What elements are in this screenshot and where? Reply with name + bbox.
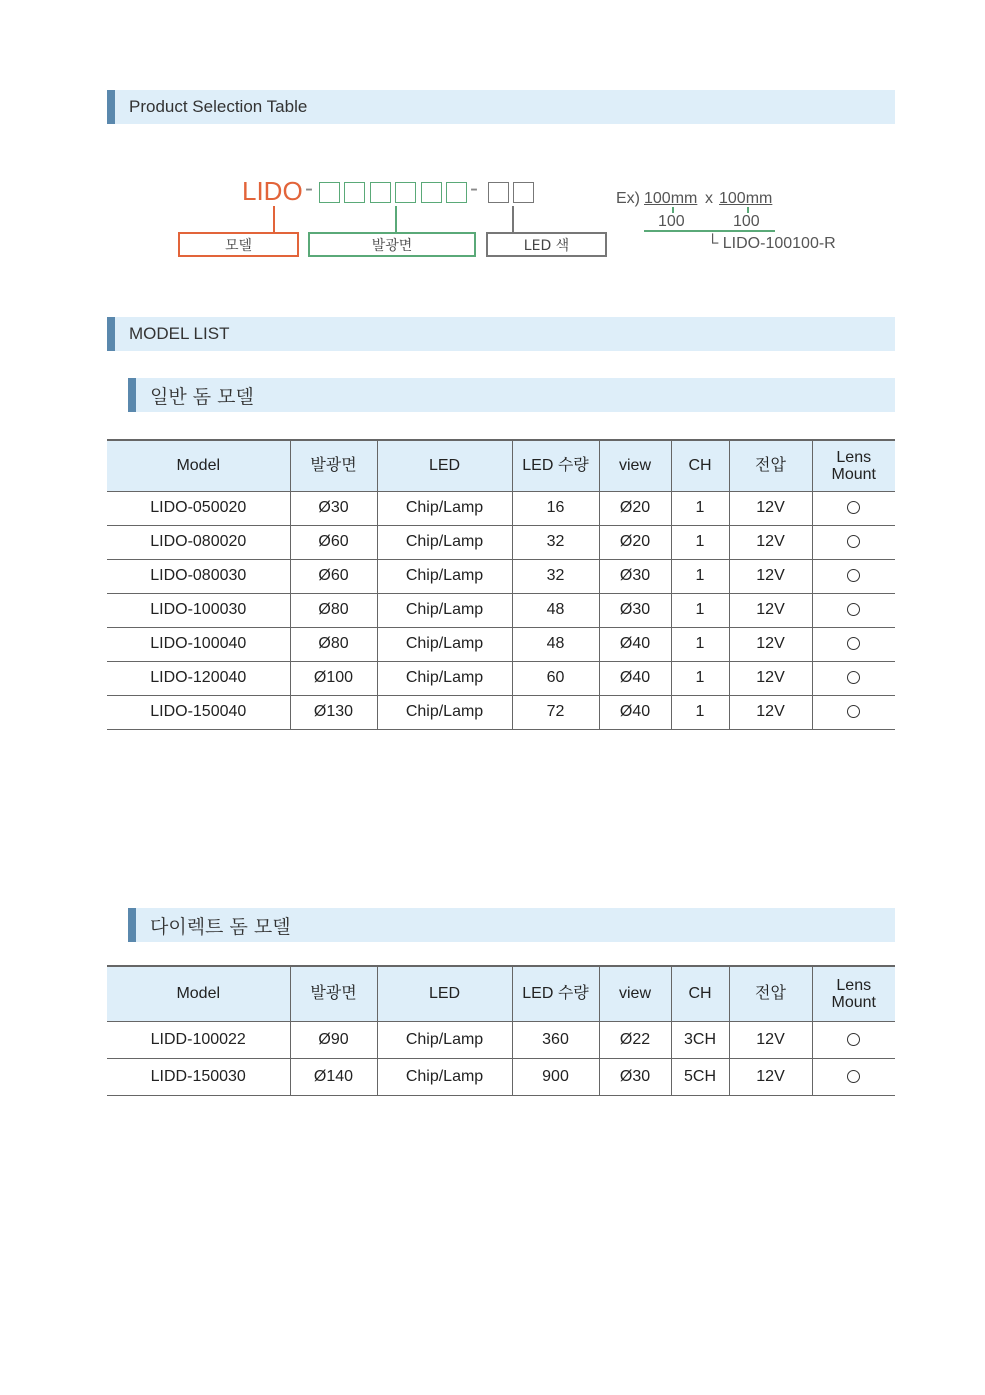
header-view: view bbox=[599, 966, 671, 1021]
circle-icon bbox=[847, 1033, 860, 1046]
table-row bbox=[107, 695, 895, 729]
table-row bbox=[107, 627, 895, 661]
subsection-header-direct-dome bbox=[128, 908, 895, 942]
cell-model: LIDO-150040 bbox=[107, 695, 290, 729]
cell-voltage: 12V bbox=[729, 1058, 812, 1095]
header-lens-mount: Lens Mount bbox=[812, 966, 895, 1021]
cell-led: Chip/Lamp bbox=[377, 593, 512, 627]
code-box bbox=[421, 182, 442, 203]
cell-view: Ø40 bbox=[599, 695, 671, 729]
cell-voltage: 12V bbox=[729, 593, 812, 627]
label-model-text: 모델 bbox=[224, 237, 253, 254]
circle-icon bbox=[847, 535, 860, 548]
label-led-color bbox=[486, 232, 607, 257]
table-row bbox=[107, 491, 895, 525]
cell-led: Chip/Lamp bbox=[377, 627, 512, 661]
cell-ch: 1 bbox=[671, 491, 729, 525]
cell-led: Chip/Lamp bbox=[377, 661, 512, 695]
cell-view: Ø30 bbox=[599, 1058, 671, 1095]
code-box bbox=[488, 182, 509, 203]
code-box bbox=[446, 182, 467, 203]
header-voltage: 전압 bbox=[729, 966, 812, 1021]
cell-surface: Ø100 bbox=[290, 661, 377, 695]
model-prefix: LIDO bbox=[242, 176, 303, 206]
cell-led: Chip/Lamp bbox=[377, 491, 512, 525]
code-box bbox=[319, 182, 340, 203]
example-underline bbox=[644, 230, 775, 232]
cell-voltage: 12V bbox=[729, 661, 812, 695]
table-row bbox=[107, 1058, 895, 1095]
cell-led-count: 360 bbox=[512, 1021, 599, 1058]
header-ch: CH bbox=[671, 440, 729, 491]
label-model bbox=[178, 232, 299, 257]
cell-led-count: 72 bbox=[512, 695, 599, 729]
table-row bbox=[107, 593, 895, 627]
cell-lens-mount bbox=[812, 661, 895, 695]
cell-surface: Ø60 bbox=[290, 525, 377, 559]
circle-icon bbox=[847, 637, 860, 650]
cell-view: Ø30 bbox=[599, 593, 671, 627]
direct-table-body bbox=[107, 1021, 895, 1095]
direct-dome-table bbox=[107, 965, 895, 1096]
header-model: Model bbox=[107, 966, 290, 1021]
connector-line bbox=[273, 206, 275, 232]
cell-voltage: 12V bbox=[729, 525, 812, 559]
cell-ch: 5CH bbox=[671, 1058, 729, 1095]
cell-surface: Ø80 bbox=[290, 627, 377, 661]
connector-line bbox=[512, 206, 514, 232]
cell-surface: Ø140 bbox=[290, 1058, 377, 1095]
cell-model: LIDO-080030 bbox=[107, 559, 290, 593]
table-header-row bbox=[107, 966, 895, 1021]
example-val1: 100 bbox=[658, 213, 685, 230]
example-result: └ LIDO-100100-R bbox=[707, 235, 836, 252]
example-prefix: Ex) bbox=[616, 190, 640, 207]
cell-led-count: 48 bbox=[512, 627, 599, 661]
cell-led-count: 16 bbox=[512, 491, 599, 525]
example-x: x bbox=[705, 190, 713, 207]
header-led: LED bbox=[377, 966, 512, 1021]
cell-surface: Ø80 bbox=[290, 593, 377, 627]
example-dim1: 100mm bbox=[644, 190, 698, 207]
cell-voltage: 12V bbox=[729, 1021, 812, 1058]
cell-voltage: 12V bbox=[729, 491, 812, 525]
table-row bbox=[107, 559, 895, 593]
circle-icon bbox=[847, 671, 860, 684]
header-led-count: LED 수량 bbox=[512, 440, 599, 491]
cell-view: Ø20 bbox=[599, 525, 671, 559]
subsection-title: 일반 돔 모델 bbox=[150, 385, 254, 408]
header-surface: 발광면 bbox=[290, 440, 377, 491]
cell-lens-mount bbox=[812, 1058, 895, 1095]
cell-ch: 1 bbox=[671, 525, 729, 559]
example-val2: 100 bbox=[733, 213, 760, 230]
cell-ch: 1 bbox=[671, 593, 729, 627]
cell-led: Chip/Lamp bbox=[377, 1021, 512, 1058]
header-ch: CH bbox=[671, 966, 729, 1021]
header-model: Model bbox=[107, 440, 290, 491]
cell-surface: Ø60 bbox=[290, 559, 377, 593]
cell-ch: 3CH bbox=[671, 1021, 729, 1058]
cell-model: LIDO-050020 bbox=[107, 491, 290, 525]
cell-model: LIDO-080020 bbox=[107, 525, 290, 559]
separator: - bbox=[470, 175, 478, 202]
header-lens-mount: Lens Mount bbox=[812, 440, 895, 491]
table-row bbox=[107, 1021, 895, 1058]
subsection-header-general-dome bbox=[128, 378, 895, 412]
header-voltage: 전압 bbox=[729, 440, 812, 491]
section-title: Product Selection Table bbox=[129, 97, 308, 116]
cell-led-count: 900 bbox=[512, 1058, 599, 1095]
cell-lens-mount bbox=[812, 1021, 895, 1058]
separator: - bbox=[305, 175, 313, 202]
general-dome-table bbox=[107, 439, 895, 730]
cell-led-count: 32 bbox=[512, 559, 599, 593]
table-row bbox=[107, 661, 895, 695]
cell-model: LIDO-120040 bbox=[107, 661, 290, 695]
cell-ch: 1 bbox=[671, 627, 729, 661]
subsection-title: 다이렉트 돔 모델 bbox=[150, 915, 291, 938]
header-view: view bbox=[599, 440, 671, 491]
example-dim2: 100mm bbox=[719, 190, 773, 207]
cell-led-count: 48 bbox=[512, 593, 599, 627]
circle-icon bbox=[847, 705, 860, 718]
cell-view: Ø30 bbox=[599, 559, 671, 593]
section-title: MODEL LIST bbox=[129, 324, 230, 343]
label-surface bbox=[308, 232, 476, 257]
cell-model: LIDO-100030 bbox=[107, 593, 290, 627]
cell-view: Ø40 bbox=[599, 627, 671, 661]
cell-surface: Ø30 bbox=[290, 491, 377, 525]
cell-ch: 1 bbox=[671, 695, 729, 729]
cell-led: Chip/Lamp bbox=[377, 559, 512, 593]
circle-icon bbox=[847, 603, 860, 616]
table-row bbox=[107, 525, 895, 559]
cell-view: Ø20 bbox=[599, 491, 671, 525]
cell-led: Chip/Lamp bbox=[377, 695, 512, 729]
header-surface: 발광면 bbox=[290, 966, 377, 1021]
circle-icon bbox=[847, 569, 860, 582]
cell-lens-mount bbox=[812, 491, 895, 525]
cell-lens-mount bbox=[812, 525, 895, 559]
selection-diagram bbox=[0, 0, 985, 300]
label-surface-text: 발광면 bbox=[371, 237, 413, 254]
code-box bbox=[370, 182, 391, 203]
cell-surface: Ø130 bbox=[290, 695, 377, 729]
general-table-body bbox=[107, 491, 895, 729]
cell-led: Chip/Lamp bbox=[377, 525, 512, 559]
cell-voltage: 12V bbox=[729, 627, 812, 661]
cell-lens-mount bbox=[812, 627, 895, 661]
cell-voltage: 12V bbox=[729, 695, 812, 729]
table-header-row bbox=[107, 440, 895, 491]
cell-model: LIDO-100040 bbox=[107, 627, 290, 661]
header-led-count: LED 수량 bbox=[512, 966, 599, 1021]
cell-surface: Ø90 bbox=[290, 1021, 377, 1058]
cell-lens-mount bbox=[812, 695, 895, 729]
circle-icon bbox=[847, 1070, 860, 1083]
cell-ch: 1 bbox=[671, 559, 729, 593]
code-box bbox=[513, 182, 534, 203]
circle-icon bbox=[847, 501, 860, 514]
label-led-color-text: LED 색 bbox=[523, 237, 570, 254]
cell-led-count: 32 bbox=[512, 525, 599, 559]
connector-line bbox=[395, 206, 397, 232]
cell-led-count: 60 bbox=[512, 661, 599, 695]
cell-view: Ø40 bbox=[599, 661, 671, 695]
cell-voltage: 12V bbox=[729, 559, 812, 593]
cell-model: LIDD-150030 bbox=[107, 1058, 290, 1095]
cell-led: Chip/Lamp bbox=[377, 1058, 512, 1095]
header-led: LED bbox=[377, 440, 512, 491]
code-box bbox=[344, 182, 365, 203]
cell-lens-mount bbox=[812, 559, 895, 593]
cell-lens-mount bbox=[812, 593, 895, 627]
section-header-model-list bbox=[107, 317, 895, 351]
code-box bbox=[395, 182, 416, 203]
cell-model: LIDD-100022 bbox=[107, 1021, 290, 1058]
cell-view: Ø22 bbox=[599, 1021, 671, 1058]
cell-ch: 1 bbox=[671, 661, 729, 695]
